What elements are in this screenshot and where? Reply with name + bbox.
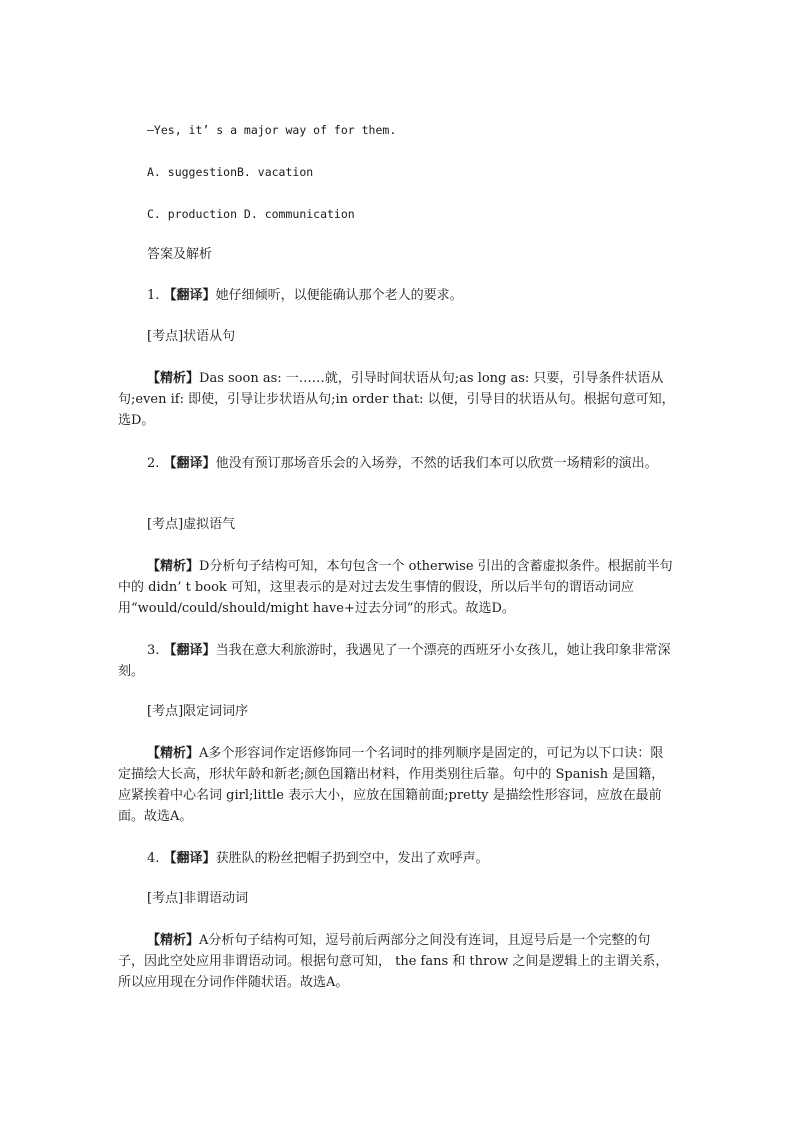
item-1-kaodian: [考点]状语从句	[147, 329, 236, 344]
item-2-kaodian: [考点]虚拟语气	[147, 517, 236, 532]
answers-heading: 答案及解析	[147, 247, 213, 262]
item-1-jingxi: 【精析】Das soon as: 一……就，引导时间状语从句;as long as: 只要，引导条件状语从句;even if: 即使，引导让步状语从句;in order that: 以便，引导目的状语从句。根据句意可知，选D。	[118, 371, 675, 428]
item-4-kaodian: [考点]非谓语动词	[147, 891, 249, 906]
item-2-jingxi: 【精析】D分析句子结构可知，本句包含一个 otherwise 引出的含蓄虚拟条件。根据前半句中的 didn’ t book 可知，这里表示的是对过去发生事情的假设，所以后半句的谓语动词应用“would/could/should/might have+过去分词”的形式。故选D。	[118, 559, 673, 616]
options-a-b: A. suggestionB. vacation	[147, 165, 314, 179]
item-2-translation: 2. 【翻译】他没有预订那场音乐会的入场券，不然的话我们本可以欣赏一场精彩的演出。	[147, 456, 658, 471]
item-3-translation: 3. 【翻译】当我在意大利旅游时，我遇见了一个漂亮的西班牙小女孩儿，她让我印象非常深刻。	[118, 643, 671, 679]
item-3-kaodian: [考点]限定词词序	[147, 704, 249, 719]
item-1-translation: 1. 【翻译】她仔细倾听，以便能确认那个老人的要求。	[147, 288, 463, 303]
options-c-d: C. production D. communication	[147, 207, 355, 221]
question-line: —Yes, it’ s a major way of for them.	[147, 123, 397, 137]
item-4-translation: 4. 【翻译】获胜队的粉丝把帽子扔到空中，发出了欢呼声。	[147, 851, 489, 866]
item-4-jingxi: 【精析】A分析句子结构可知，逗号前后两部分之间没有连词，且逗号后是一个完整的句子，因此空处应用非谓语动词。根据句意可知， the fans 和 throw 之间是逻辑上的主谓关系，所以应用现在分词作伴随状语。故选A。	[118, 933, 669, 990]
item-3-jingxi: 【精析】A多个形容词作定语修饰同一个名词时的排列顺序是固定的，可记为以下口诀：限定描绘大长高，形状年龄和新老;颜色国籍出材料，作用类别往后靠。句中的 Spanish 是国籍，应紧挨着中心名词 girl;little 表示大小，应放在国籍前面;pretty 是描绘性形容词，应放在最前面。故选A。	[118, 746, 665, 824]
